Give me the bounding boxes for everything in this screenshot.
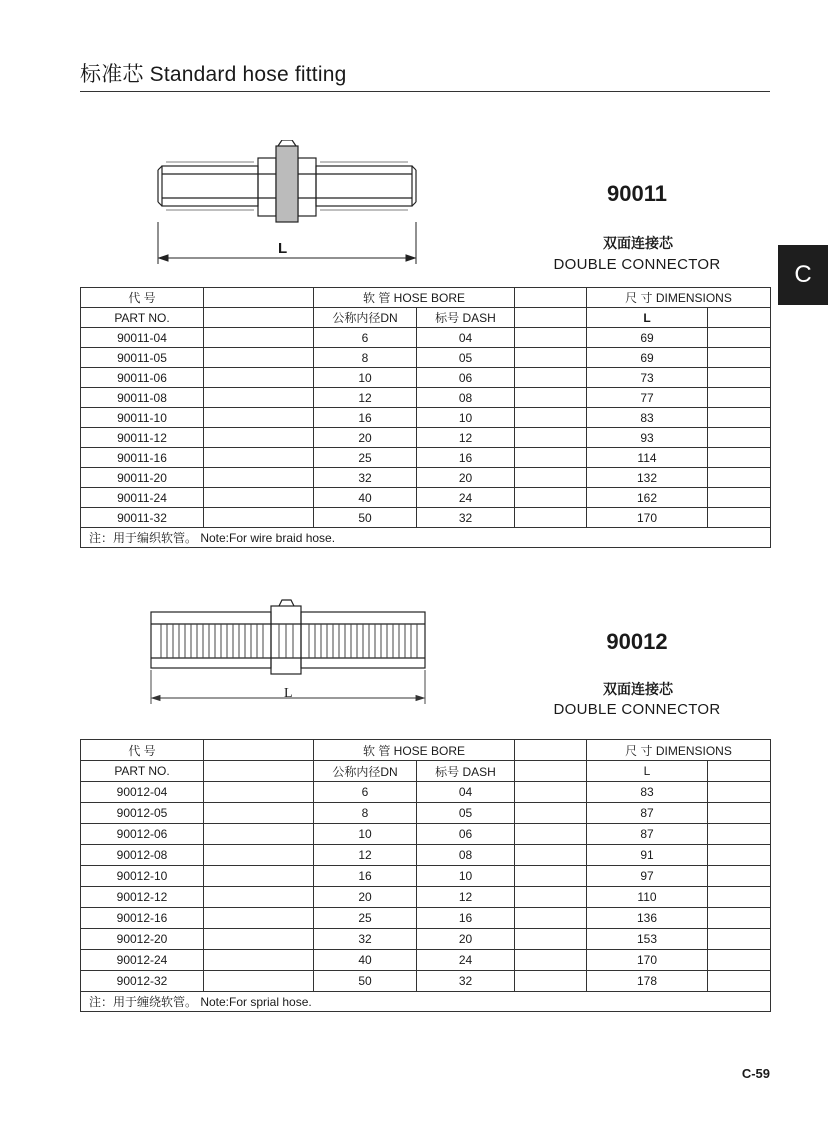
section-tab[interactable]: C (778, 245, 828, 305)
part-no: 90012-05 (81, 803, 204, 824)
part-no: 90012-12 (81, 887, 204, 908)
length: 97 (587, 866, 708, 887)
dn: 32 (314, 929, 417, 950)
product-name-cn: 双面连接芯 (603, 235, 673, 251)
dash: 20 (417, 468, 515, 488)
header-dn: 公称内径DN (314, 308, 417, 328)
length: 153 (587, 929, 708, 950)
dash: 04 (417, 782, 515, 803)
dn: 6 (314, 328, 417, 348)
length: 91 (587, 845, 708, 866)
table-row (81, 328, 771, 348)
dn: 16 (314, 408, 417, 428)
table-row (81, 348, 771, 368)
part-no: 90011-05 (81, 348, 204, 368)
table-row (81, 824, 771, 845)
model-number: 90012 (606, 629, 668, 654)
header-part-cn: 代 号 (81, 288, 204, 308)
part-no: 90011-24 (81, 488, 204, 508)
dash: 32 (417, 971, 515, 992)
model-number: 90011 (607, 181, 667, 206)
dn: 12 (314, 845, 417, 866)
spec-table-90011 (80, 287, 771, 548)
table-row (81, 468, 771, 488)
part-no: 90012-24 (81, 950, 204, 971)
header-dash: 标号 DASH (417, 308, 515, 328)
length: 83 (587, 408, 708, 428)
dn: 20 (314, 428, 417, 448)
table-row (81, 950, 771, 971)
table-row (81, 908, 771, 929)
table-row (81, 408, 771, 428)
product-name-cn: 双面连接芯 (603, 681, 673, 697)
dn: 40 (314, 488, 417, 508)
dn: 40 (314, 950, 417, 971)
length: 178 (587, 971, 708, 992)
table-row (81, 866, 771, 887)
title-divider (80, 91, 770, 92)
fitting-drawing-90011 (150, 140, 425, 268)
part-no: 90011-20 (81, 468, 204, 488)
dn: 32 (314, 468, 417, 488)
part-no: 90012-16 (81, 908, 204, 929)
dash: 20 (417, 929, 515, 950)
header-dash: 标号 DASH (417, 761, 515, 782)
table-row (81, 368, 771, 388)
dimension-label-L: L (284, 686, 293, 701)
dn: 10 (314, 368, 417, 388)
table-row (81, 971, 771, 992)
part-no: 90012-32 (81, 971, 204, 992)
dn: 50 (314, 508, 417, 528)
table-row (81, 845, 771, 866)
dash: 24 (417, 950, 515, 971)
dn: 20 (314, 887, 417, 908)
dash: 06 (417, 824, 515, 845)
dn: 25 (314, 908, 417, 929)
table-row (81, 929, 771, 950)
length: 93 (587, 428, 708, 448)
length: 110 (587, 887, 708, 908)
length: 73 (587, 368, 708, 388)
table-note: 注：用于编织软管。 Note:For wire braid hose. (81, 528, 771, 548)
dn: 8 (314, 348, 417, 368)
dn: 50 (314, 971, 417, 992)
header-l: L (587, 761, 708, 782)
table-row (81, 488, 771, 508)
header-dimensions: 尺 寸 DIMENSIONS (587, 740, 771, 761)
part-no: 90012-04 (81, 782, 204, 803)
dash: 32 (417, 508, 515, 528)
part-no: 90011-12 (81, 428, 204, 448)
table-note: 注：用于缠绕软管。 Note:For sprial hose. (81, 992, 771, 1012)
table-row (81, 428, 771, 448)
header-hose-bore: 软 管 HOSE BORE (314, 288, 515, 308)
header-l: L (587, 308, 708, 328)
dash: 08 (417, 388, 515, 408)
part-no: 90011-04 (81, 328, 204, 348)
part-no: 90011-10 (81, 408, 204, 428)
spec-table-90012 (80, 739, 771, 1012)
header-hose-bore: 软 管 HOSE BORE (314, 740, 515, 761)
dash: 05 (417, 803, 515, 824)
header-part-en: PART NO. (81, 308, 204, 328)
dn: 25 (314, 448, 417, 468)
dn: 10 (314, 824, 417, 845)
dn: 8 (314, 803, 417, 824)
dash: 24 (417, 488, 515, 508)
dash: 16 (417, 448, 515, 468)
length: 87 (587, 803, 708, 824)
length: 87 (587, 824, 708, 845)
part-no: 90012-10 (81, 866, 204, 887)
length: 69 (587, 348, 708, 368)
part-no: 90012-06 (81, 824, 204, 845)
length: 170 (587, 508, 708, 528)
length: 162 (587, 488, 708, 508)
page-title: 标准芯 Standard hose fitting (80, 63, 347, 86)
header-dn: 公称内径DN (314, 761, 417, 782)
length: 170 (587, 950, 708, 971)
page-number: C-59 (741, 1066, 770, 1081)
dash: 05 (417, 348, 515, 368)
header-part-cn: 代 号 (81, 740, 204, 761)
length: 132 (587, 468, 708, 488)
length: 136 (587, 908, 708, 929)
dn: 12 (314, 388, 417, 408)
length: 69 (587, 328, 708, 348)
part-no: 90011-32 (81, 508, 204, 528)
dn: 6 (314, 782, 417, 803)
part-no: 90011-08 (81, 388, 204, 408)
table-row (81, 803, 771, 824)
dash: 10 (417, 408, 515, 428)
part-no: 90011-16 (81, 448, 204, 468)
dash: 10 (417, 866, 515, 887)
dn: 16 (314, 866, 417, 887)
product-name-en: DOUBLE CONNECTOR (553, 701, 721, 718)
header-part-en: PART NO. (81, 761, 204, 782)
length: 83 (587, 782, 708, 803)
part-no: 90011-06 (81, 368, 204, 388)
dash: 06 (417, 368, 515, 388)
length: 114 (587, 448, 708, 468)
dash: 12 (417, 887, 515, 908)
dash: 16 (417, 908, 515, 929)
table-row (81, 388, 771, 408)
dimension-label-L: L (278, 240, 288, 257)
table-row (81, 782, 771, 803)
part-no: 90012-08 (81, 845, 204, 866)
dash: 12 (417, 428, 515, 448)
dash: 04 (417, 328, 515, 348)
header-dimensions: 尺 寸 DIMENSIONS (587, 288, 771, 308)
product-name-en: DOUBLE CONNECTOR (553, 256, 721, 273)
table-row (81, 448, 771, 468)
table-row (81, 508, 771, 528)
table-row (81, 887, 771, 908)
length: 77 (587, 388, 708, 408)
part-no: 90012-20 (81, 929, 204, 950)
dash: 08 (417, 845, 515, 866)
